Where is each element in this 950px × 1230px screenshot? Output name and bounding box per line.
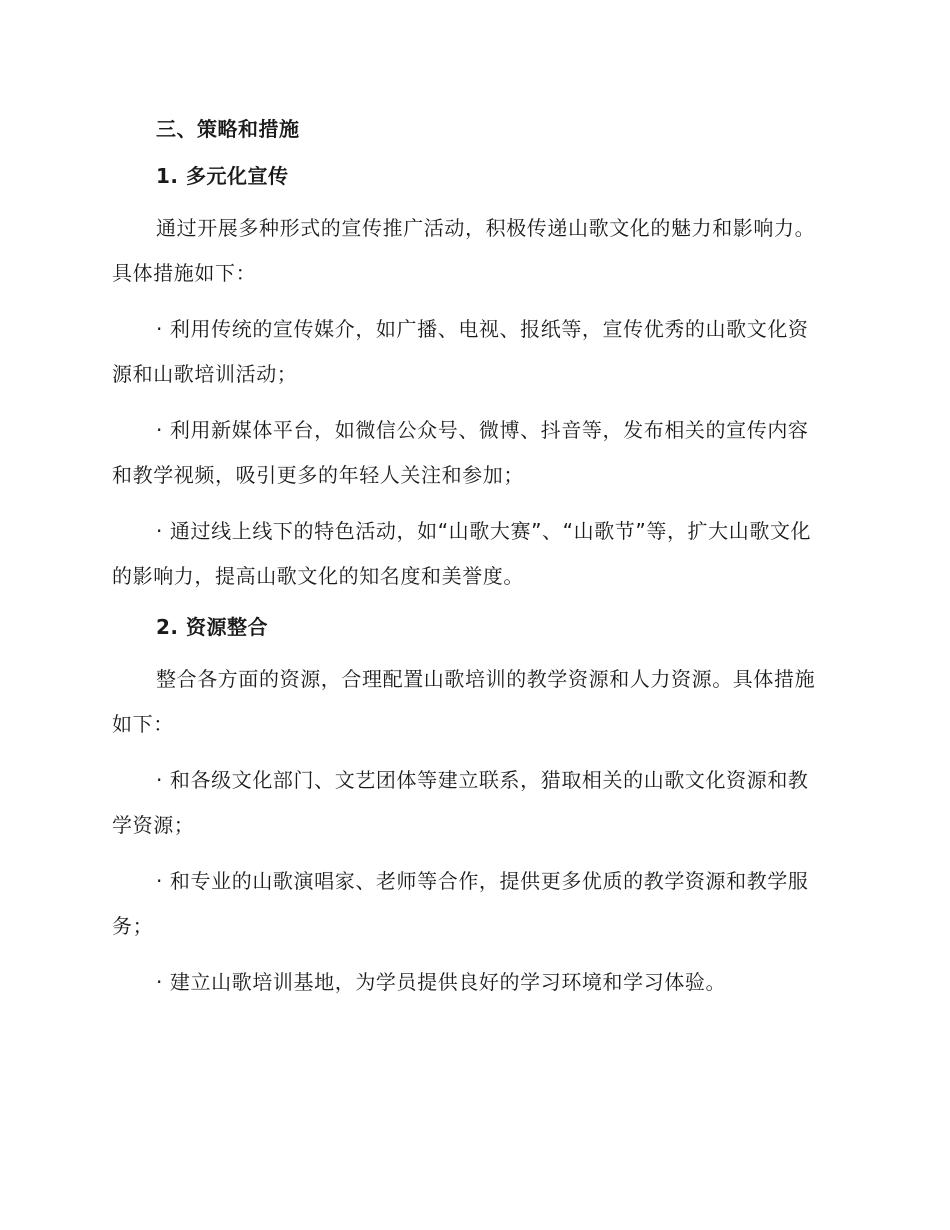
subsection-2-bullet-2: · 和专业的山歌演唱家、老师等合作，提供更多优质的教学资源和教学服务； — [112, 869, 809, 938]
subsection-1-bullet-3: · 通过线上线下的特色活动，如“山歌大赛”、“山歌节”等，扩大山歌文化的影响力，提高山歌文化的知名度和美誉度。 — [112, 519, 812, 588]
subsection-2-intro: 整合各方面的资源，合理配置山歌培训的教学资源和人力资源。具体措施如下： — [112, 667, 816, 736]
section-title: 三、策略和措施 — [156, 117, 300, 141]
subsection-1-intro: 通过开展多种形式的宣传推广活动，积极传递山歌文化的魅力和影响力。具体措施如下： — [112, 216, 816, 285]
subsection-2-bullet-1: · 和各级文化部门、文艺团体等建立联系，猎取相关的山歌文化资源和教学资源； — [112, 768, 809, 837]
document-body — [112, 112, 828, 1016]
subsection-2-title: 2. 资源整合 — [156, 615, 268, 639]
subsection-1-bullet-2: · 利用新媒体平台，如微信公众号、微博、抖音等，发布相关的宣传内容和教学视频，吸引更多的年轻人关注和参加； — [112, 418, 809, 487]
subsection-1-bullet-1: · 利用传统的宣传媒介，如广播、电视、报纸等，宣传优秀的山歌文化资源和山歌培训活动； — [112, 317, 809, 386]
subsection-2-bullet-3: · 建立山歌培训基地，为学员提供良好的学习环境和学习体验。 — [156, 970, 727, 994]
subsection-1-title: 1. 多元化宣传 — [156, 164, 289, 188]
